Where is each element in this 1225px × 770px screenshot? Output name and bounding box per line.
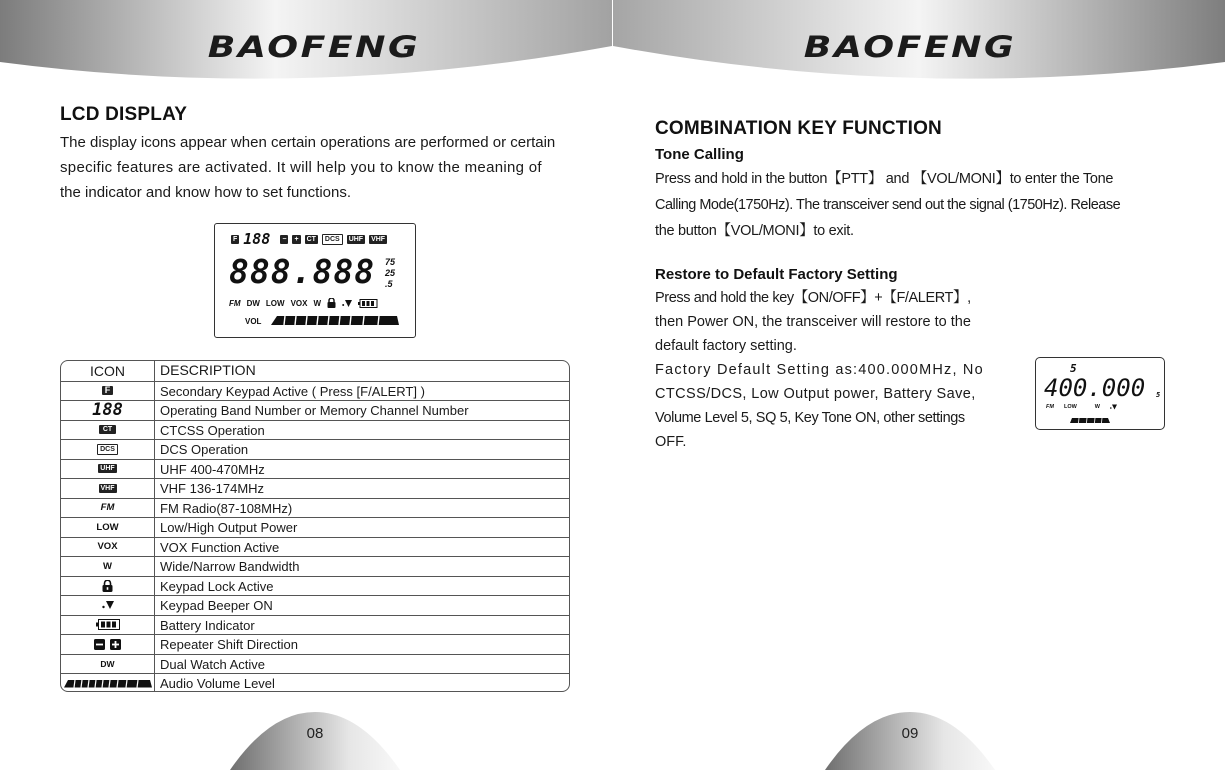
fm-label: FM	[229, 298, 241, 308]
restore-line: then Power ON, the transceiver will restore to the	[655, 314, 971, 330]
intro-line: the indicator and know how to set functions.	[60, 184, 352, 201]
table-row	[61, 595, 570, 615]
row-description: Keypad Lock Active	[154, 577, 570, 596]
ct-indicator: CT	[306, 236, 316, 243]
vox-icon: VOX	[97, 541, 118, 553]
uhf-indicator: UHF	[348, 236, 364, 243]
volume-bar-icon	[63, 679, 153, 688]
page-number: 09	[901, 725, 919, 742]
restore-line: Volume Level 5, SQ 5, Key Tone ON, other settings	[655, 410, 965, 426]
right-page	[613, 0, 1225, 770]
beeper-icon	[1110, 404, 1117, 410]
channel-digits: 188	[243, 230, 271, 248]
dw-label: DW	[246, 298, 260, 308]
row-description: VHF 136-174MHz	[154, 479, 570, 498]
table-row	[61, 400, 570, 420]
mini-channel: 5	[1070, 362, 1077, 375]
volume-bar-icon	[269, 314, 401, 326]
table-row	[61, 498, 570, 518]
vhf-indicator: VHF	[371, 236, 386, 243]
w-label: W	[313, 298, 322, 308]
row-description: Dual Watch Active	[154, 655, 570, 674]
brand-logo: BAOFENG	[803, 30, 1017, 64]
restore-line: CTCSS/DCS, Low Output power, Battery Save,	[655, 386, 976, 402]
mini-w: W	[1094, 404, 1100, 410]
plus-icon: +	[294, 236, 299, 243]
lock-icon	[102, 580, 113, 592]
row-description: Battery Indicator	[154, 616, 570, 635]
row-description: UHF 400-470MHz	[154, 460, 570, 479]
minus-icon: −	[282, 236, 287, 243]
row-description: Wide/Narrow Bandwidth	[154, 557, 570, 576]
table-row	[61, 381, 570, 401]
fm-icon: FM	[100, 502, 115, 514]
table-row	[61, 537, 570, 557]
table-header-row	[61, 361, 570, 381]
row-description: DCS Operation	[154, 440, 570, 459]
vol-label: VOL	[245, 317, 262, 326]
battery-icon	[96, 619, 120, 630]
low-icon: LOW	[96, 521, 119, 533]
row-description: Low/High Output Power	[154, 518, 570, 537]
table-row	[61, 517, 570, 537]
table-row	[61, 654, 570, 674]
plus-icon	[110, 639, 121, 650]
battery-icon	[358, 299, 378, 308]
minus-icon	[94, 639, 105, 650]
table-row	[61, 673, 570, 692]
table-row	[61, 556, 570, 576]
tone-calling-heading: Tone Calling	[655, 146, 744, 163]
row-description: Secondary Keypad Active ( Press [F/ALERT] )	[154, 382, 570, 401]
low-label: LOW	[265, 298, 285, 308]
row-description: VOX Function Active	[154, 538, 570, 557]
brand-logo: BAOFENG	[207, 30, 421, 64]
table-row	[61, 459, 570, 479]
table-row	[61, 634, 570, 654]
lcd-display-diagram	[214, 223, 416, 338]
restore-line: default factory setting.	[655, 338, 797, 354]
beeper-icon	[342, 299, 352, 308]
page-number: 08	[306, 725, 324, 742]
icon-description-table	[60, 360, 570, 692]
restore-text	[655, 286, 1005, 454]
channel-number-icon: 188	[92, 399, 123, 420]
row-description: Operating Band Number or Memory Channel Number	[154, 401, 570, 420]
restore-line: OFF.	[655, 434, 687, 450]
vox-label: VOX	[290, 298, 308, 308]
mini-volume-bar-icon	[1070, 418, 1110, 423]
left-page	[0, 0, 612, 770]
row-description: FM Radio(87-108MHz)	[154, 499, 570, 518]
page-title: COMBINATION KEY FUNCTION	[655, 118, 942, 139]
table-row	[61, 576, 570, 596]
row-description: CTCSS Operation	[154, 421, 570, 440]
f-key-icon: F	[102, 386, 114, 395]
header-icon: ICON	[90, 362, 125, 379]
beeper-icon	[102, 600, 114, 610]
mini-frequency: 400.000	[1044, 374, 1146, 402]
dw-icon: DW	[100, 658, 115, 669]
f-indicator: F	[233, 236, 238, 243]
w-icon: W	[103, 560, 112, 572]
intro-line: specific features are activated. It will help you to know the meaning of	[60, 159, 542, 176]
mini-low: LOW	[1063, 404, 1077, 410]
restore-line: Press and hold the key【ON/OFF】+【F/ALERT】,	[655, 290, 971, 306]
default-lcd-display	[1035, 357, 1165, 430]
row-description: Repeater Shift Direction	[154, 635, 570, 654]
mini-step: 5	[1156, 391, 1161, 399]
row-description: Keypad Beeper ON	[154, 596, 570, 615]
step-75: 75	[385, 257, 396, 267]
restore-line: Factory Default Setting as:400.000MHz, No	[655, 362, 984, 378]
tone-line: the button【VOL/MONI】to exit.	[655, 223, 854, 239]
step-5: .5	[385, 279, 393, 289]
table-row	[61, 478, 570, 498]
dcs-icon: DCS	[97, 444, 118, 455]
vhf-icon: VHF	[100, 484, 115, 492]
table-row	[61, 420, 570, 440]
page-title: LCD DISPLAY	[60, 104, 188, 125]
dcs-indicator: DCS	[322, 234, 343, 245]
frequency-digits: 888.888	[229, 252, 376, 291]
tone-line: Press and hold in the button【PTT】 and 【VOL/MONI】to enter the Tone	[655, 171, 1114, 187]
tone-line: Calling Mode(1750Hz). The transceiver send out the signal (1750Hz). Release	[655, 197, 1121, 213]
step-25: 25	[385, 268, 396, 278]
intro-text	[60, 130, 575, 205]
restore-heading: Restore to Default Factory Setting	[655, 266, 898, 283]
table-row	[61, 439, 570, 459]
step-values	[385, 257, 395, 290]
intro-line: The display icons appear when certain operations are performed or certain	[60, 134, 556, 151]
tone-calling-text	[655, 166, 1170, 244]
uhf-icon: UHF	[100, 465, 115, 473]
lock-icon	[327, 298, 336, 308]
row-description: Audio Volume Level	[154, 674, 570, 692]
header-description: DESCRIPTION	[154, 361, 570, 381]
mini-fm: FM	[1046, 404, 1054, 410]
ct-icon: CT	[99, 425, 116, 434]
table-row	[61, 615, 570, 635]
